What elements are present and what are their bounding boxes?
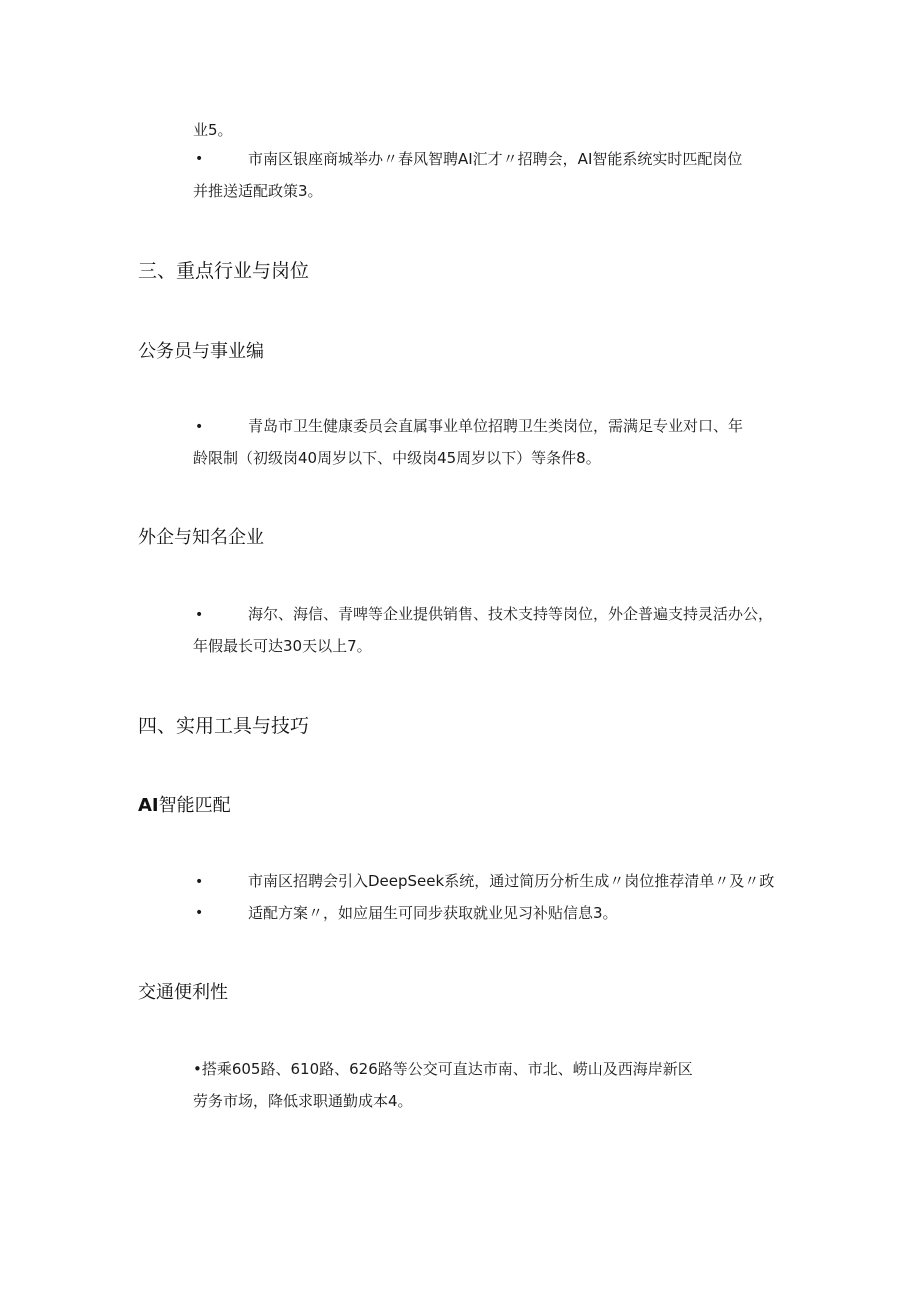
paragraph-line: 海尔、海信、青啤等企业提供销售、技术支持等岗位，外企普遍支持灵活办公， [248, 605, 774, 623]
paragraph-line: 并推送适配政策3。 [193, 182, 323, 200]
paragraph-line: •搭乘605路、610路、626路等公交可直达市南、市北、崂山及西海岸新区 [193, 1060, 693, 1078]
bullet-icon: • [195, 151, 204, 167]
paragraph-line: 市南区银座商城举办〃春风智聘AI汇才〃招聘会，AI智能系统实时匹配岗位 [248, 150, 743, 168]
subsection-heading: 外企与知名企业 [138, 527, 264, 548]
paragraph-line: 市南区招聘会引入DeepSeek系统，通过简历分析生成〃岗位推荐清单〃及〃政 [248, 872, 775, 890]
subsection-heading [138, 794, 231, 818]
paragraph-line: 劳务市场，降低求职通勤成本4。 [193, 1092, 413, 1110]
paragraph-line: 年假最长可达30天以上7。 [193, 637, 372, 655]
paragraph-line: 龄限制（初级岗40周岁以下、中级岗45周岁以下）等条件8。 [193, 449, 601, 467]
paragraph-line: 适配方案〃，如应届生可同步获取就业见习补贴信息3。 [248, 904, 618, 922]
bullet-icon: • [195, 419, 204, 435]
subsection-heading: 公务员与事业编 [138, 341, 264, 362]
subsection-heading-rest: 智能匹配 [158, 795, 231, 816]
section-heading: 三、重点行业与岗位 [138, 260, 310, 282]
bullet-icon: • [195, 607, 204, 623]
section-heading: 四、实用工具与技巧 [138, 715, 310, 737]
subsection-heading: 交通便利性 [138, 982, 228, 1003]
paragraph-line: 青岛市卫生健康委员会直属事业单位招聘卫生类岗位，需满足专业对口、年 [248, 417, 744, 435]
paragraph-line: 业5。 [193, 121, 233, 139]
bullet-icon: • [195, 874, 204, 890]
bullet-icon: • [195, 905, 204, 921]
subsection-heading-prefix: AI [138, 795, 159, 816]
